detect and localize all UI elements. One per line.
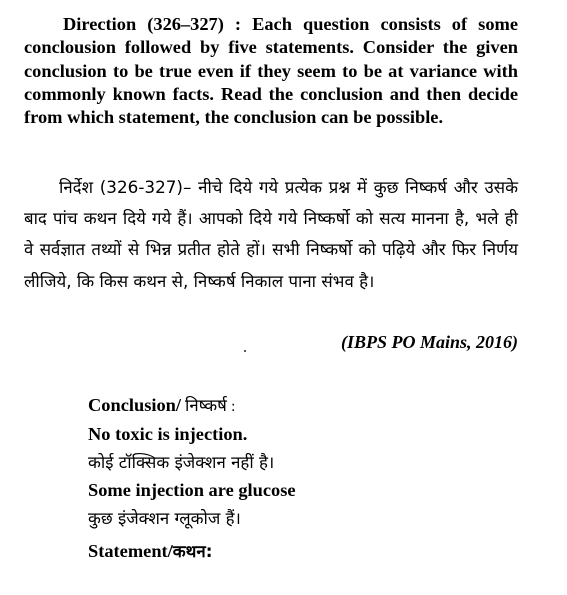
direction-hindi-paragraph: निर्देश (326-327)– नीचे दिये गये प्रत्येक प्रश्न में कुछ निष्कर्ष और उसके बाद पांच कथन दिये गये हैं। आपको दिये गये निष्कर्षो को सत्य मानना है, भले ही वे सर्वज्ञात तथ्यों से भिन्न प्रतीत होते हों। सभी निष्कर्षो को पढ़िये और फिर निर्णय लीजिये, कि किस कथन से, निष्कर्ष निकाल पाना संभव है।: [24, 177, 518, 291]
conclusion-heading: [88, 393, 236, 416]
statement-label-english: Statement/: [88, 541, 173, 561]
conclusion-1-english: No toxic is injection.: [88, 424, 248, 444]
stray-dot-mark: [244, 350, 246, 352]
statement-heading: [88, 539, 212, 562]
conclusion-2-english: Some injection are glucose: [88, 480, 296, 500]
statement-label-hindi: कथन:: [172, 541, 213, 561]
exam-source-citation: (IBPS PO Mains, 2016): [340, 332, 518, 352]
direction-english-paragraph: Direction (326–327) : Each question consists of some conclousion followed by five statements. Consider the given conclusion to be true even if they seem to be at variance with commonly known facts. Read the conclusion and then decide from which statement, the conclusion can be possible.: [24, 14, 518, 128]
conclusion-label-english: Conclusion/: [88, 395, 182, 415]
conclusion-label-colon: :: [230, 399, 236, 415]
conclusion-2-hindi: कुछ इंजेक्शन ग्लूकोज हैं।: [88, 508, 241, 528]
conclusion-1-hindi: कोई टॉक्सिक इंजेक्शन नहीं है।: [88, 452, 275, 472]
conclusion-label-hindi: निष्कर्ष: [185, 395, 227, 415]
